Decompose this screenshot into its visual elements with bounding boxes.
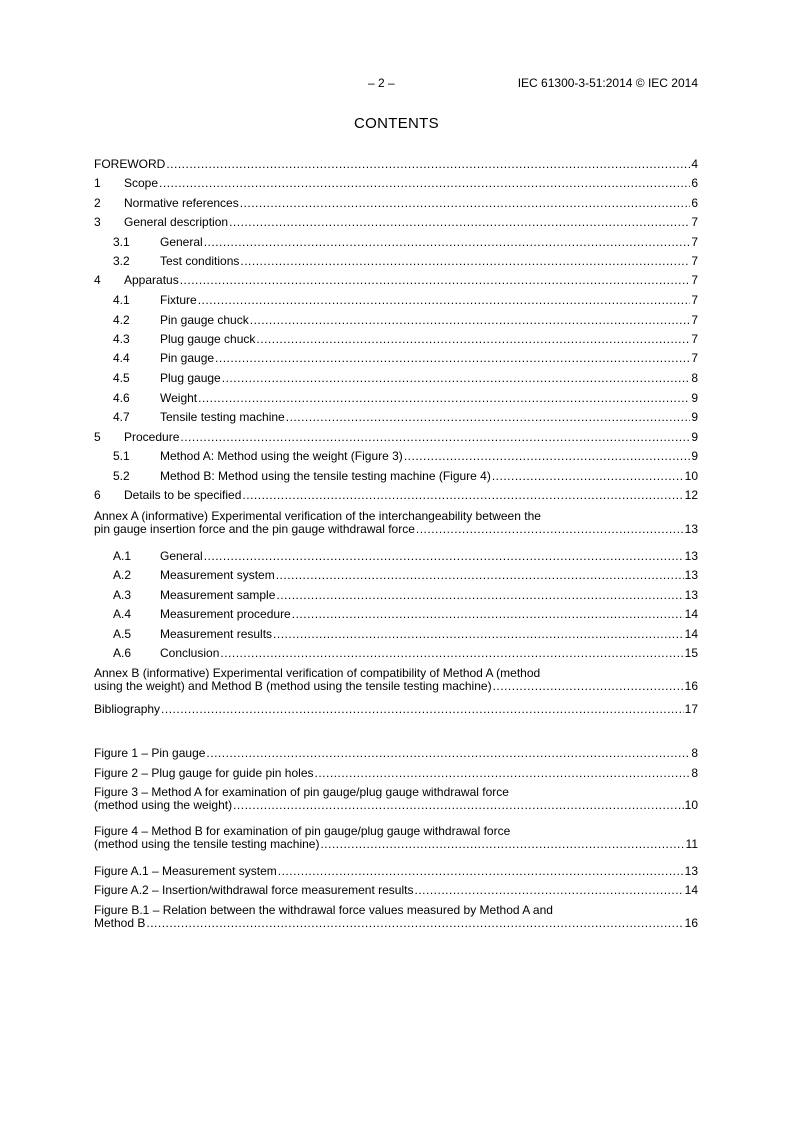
- toc-entry-title-line: Figure 3 – Method A for examination of pin gauge/plug gauge withdrawal force: [94, 785, 509, 799]
- toc-entry-number: 4.4: [113, 351, 130, 365]
- toc-entry[interactable]: [94, 703, 698, 716]
- toc-entry[interactable]: [94, 352, 698, 365]
- toc-entry-number: 1: [94, 176, 101, 190]
- toc-entry-page: 11: [685, 837, 698, 851]
- toc-entry-number: 3.2: [113, 254, 130, 268]
- dot-leader: [292, 608, 684, 621]
- toc-entry[interactable]: [94, 865, 698, 878]
- toc-entry-number: 3: [94, 215, 101, 229]
- toc-entry-label: Method B: Method using the tensile testing machine (Figure 4): [160, 469, 491, 483]
- dot-leader: [278, 865, 684, 878]
- toc-entry[interactable]: [94, 236, 698, 249]
- toc-entry[interactable]: [94, 450, 698, 463]
- toc-entry-number: 2: [94, 196, 101, 210]
- toc-entry[interactable]: [94, 550, 698, 563]
- dot-leader: [198, 392, 690, 405]
- toc-entry[interactable]: [94, 177, 698, 190]
- toc-entry-label: Figure A.1 – Measurement system: [94, 864, 277, 878]
- toc-entry-number: 4.3: [113, 332, 130, 346]
- toc-entry-page: 7: [691, 332, 698, 346]
- dot-leader: [166, 158, 690, 171]
- toc-entry-label: Measurement system: [160, 568, 275, 582]
- toc-entry[interactable]: [94, 392, 698, 405]
- toc-entry-label: Scope: [124, 176, 159, 190]
- toc-entry-page: 13: [684, 588, 698, 602]
- toc-entry[interactable]: [94, 825, 698, 851]
- toc-entry-page: 13: [684, 549, 698, 563]
- toc-entry-page: 9: [691, 410, 698, 424]
- dot-leader: [180, 274, 691, 287]
- toc-entry-number: 4.2: [113, 313, 130, 327]
- toc-entry-number: A.6: [113, 646, 132, 660]
- dot-leader: [204, 236, 691, 249]
- toc-entry[interactable]: [94, 747, 698, 760]
- toc-entry-page: 16: [684, 916, 698, 930]
- page-number: – 2 –: [368, 76, 395, 90]
- dot-leader: [198, 294, 691, 307]
- toc-entry-number: A.2: [113, 568, 132, 582]
- toc-entry-number: 4.1: [113, 293, 130, 307]
- toc-entry-label: Figure 1 – Pin gauge: [94, 746, 206, 760]
- contents-title: CONTENTS: [354, 115, 439, 132]
- toc-entry-page: 6: [691, 196, 698, 210]
- toc-entry-page: 7: [691, 235, 698, 249]
- toc-entry-page: 7: [691, 313, 698, 327]
- dot-leader: [414, 884, 683, 897]
- dot-leader: [146, 917, 683, 930]
- toc-entry[interactable]: [94, 411, 698, 424]
- dot-leader: [206, 747, 690, 760]
- toc-entry[interactable]: [94, 667, 698, 693]
- toc-entry-label: using the weight) and Method B (method using the tensile testing machine): [94, 679, 492, 693]
- toc-entry[interactable]: [94, 647, 698, 660]
- toc-entry-page: 4: [691, 157, 698, 171]
- toc-entry-page: 17: [684, 702, 698, 716]
- toc-entry-page: 13: [684, 864, 698, 878]
- toc-entry[interactable]: [94, 767, 698, 780]
- toc-entry-number: 5.1: [113, 449, 130, 463]
- dot-leader: [240, 197, 691, 210]
- toc-entry[interactable]: [94, 628, 698, 641]
- toc-entry[interactable]: [94, 904, 698, 930]
- toc-entry-label: Measurement sample: [160, 588, 276, 602]
- toc-entry-page: 14: [684, 883, 698, 897]
- toc-entry-label: Bibliography: [94, 702, 161, 716]
- toc-entry-label: Procedure: [124, 430, 180, 444]
- dot-leader: [159, 177, 690, 190]
- toc-entry-number: 4.7: [113, 410, 130, 424]
- toc-entry-title-line: Figure B.1 – Relation between the withdrawal force values measured by Method A and: [94, 903, 553, 917]
- toc-entry-label: Method B: [94, 916, 146, 930]
- dot-leader: [180, 431, 690, 444]
- toc-entry-page: 7: [691, 254, 698, 268]
- dot-leader: [256, 333, 690, 346]
- toc-entry-number: 4: [94, 273, 101, 287]
- toc-entry-page: 8: [691, 746, 698, 760]
- dot-leader: [493, 680, 684, 693]
- toc-entry[interactable]: [94, 274, 698, 287]
- toc-entry[interactable]: [94, 216, 698, 229]
- toc-entry[interactable]: [94, 294, 698, 307]
- toc-entry-page: 7: [691, 273, 698, 287]
- toc-entry-page: 7: [691, 293, 698, 307]
- dot-leader: [315, 767, 691, 780]
- toc-entry-page: 7: [691, 215, 698, 229]
- dot-leader: [286, 411, 691, 424]
- toc-entry-page: 10: [684, 469, 698, 483]
- toc-entry-page: 8: [691, 766, 698, 780]
- toc-entry-label: General description: [124, 215, 229, 229]
- toc-entry-number: 5.2: [113, 469, 130, 483]
- toc-entry-page: 9: [691, 391, 698, 405]
- toc-entry[interactable]: [94, 158, 698, 171]
- dot-leader: [222, 372, 691, 385]
- toc-entry-number: 3.1: [113, 235, 130, 249]
- toc-entry-label: Conclusion: [160, 646, 220, 660]
- toc-entry-page: 9: [691, 449, 698, 463]
- toc-entry[interactable]: [94, 489, 698, 502]
- toc-entry-page: 16: [684, 679, 698, 693]
- toc-entry-label: (method using the weight): [94, 798, 233, 812]
- toc-entry[interactable]: [94, 470, 698, 483]
- toc-entry-page: 6: [691, 176, 698, 190]
- toc-entry-label: General: [160, 549, 203, 563]
- toc-entry[interactable]: [94, 255, 698, 268]
- toc-entry-page: 13: [684, 522, 698, 536]
- toc-entry-number: A.5: [113, 627, 132, 641]
- dot-leader: [220, 647, 683, 660]
- dot-leader: [492, 470, 684, 483]
- toc-entry-label: Pin gauge chuck: [160, 313, 249, 327]
- toc-entry-label: Apparatus: [124, 273, 179, 287]
- toc-entry-page: 9: [691, 430, 698, 444]
- toc-entry-label: Fixture: [160, 293, 197, 307]
- toc-entry[interactable]: [94, 510, 698, 536]
- toc-entry[interactable]: [94, 884, 698, 897]
- toc-entry-label: (method using the tensile testing machine): [94, 837, 320, 851]
- toc-entry[interactable]: [94, 569, 698, 582]
- toc-entry-label: Measurement results: [160, 627, 273, 641]
- toc-entry-label: FOREWORD: [94, 157, 166, 171]
- toc-entry-number: 5: [94, 430, 101, 444]
- toc-entry[interactable]: [94, 333, 698, 346]
- toc-entry-label: Pin gauge: [160, 351, 215, 365]
- toc-entry-title-line: Annex B (informative) Experimental verification of compatibility of Method A (method: [94, 666, 541, 680]
- dot-leader: [161, 703, 684, 716]
- toc-entry-number: 4.5: [113, 371, 130, 385]
- toc-entry-page: 7: [691, 351, 698, 365]
- toc-entry-label: Test conditions: [160, 254, 240, 268]
- toc-entry-label: Measurement procedure: [160, 607, 291, 621]
- toc-entry-label: Weight: [160, 391, 198, 405]
- toc-entry-number: A.1: [113, 549, 132, 563]
- toc-entry-page: 8: [691, 371, 698, 385]
- document-reference: IEC 61300-3-51:2014 © IEC 2014: [517, 76, 698, 90]
- toc-entry-label: Details to be specified: [124, 488, 242, 502]
- toc-entry-label: Plug gauge chuck: [160, 332, 256, 346]
- toc-entry-title-line: Annex A (informative) Experimental verification of the interchangeability between the: [94, 509, 541, 523]
- toc-entry-page: 14: [684, 607, 698, 621]
- dot-leader: [276, 569, 684, 582]
- toc-entry-page: 12: [684, 488, 698, 502]
- toc-entry-label: Normative references: [124, 196, 239, 210]
- toc-entry[interactable]: [94, 431, 698, 444]
- toc-entry-page: 14: [684, 627, 698, 641]
- toc-entry[interactable]: [94, 608, 698, 621]
- dot-leader: [320, 838, 684, 851]
- toc-entry-label: General: [160, 235, 203, 249]
- toc-entry-label: pin gauge insertion force and the pin gauge withdrawal force: [94, 522, 415, 536]
- toc-entry-label: Figure A.2 – Insertion/withdrawal force measurement results: [94, 883, 414, 897]
- dot-leader: [250, 314, 691, 327]
- dot-leader: [242, 489, 683, 502]
- toc-entry-label: Figure 2 – Plug gauge for guide pin holes: [94, 766, 314, 780]
- dot-leader: [215, 352, 690, 365]
- dot-leader: [229, 216, 690, 229]
- dot-leader: [204, 550, 684, 563]
- toc-entry-label: Plug gauge: [160, 371, 221, 385]
- dot-leader: [404, 450, 691, 463]
- toc-entry[interactable]: [94, 786, 698, 812]
- toc-entry[interactable]: [94, 589, 698, 602]
- toc-entry-label: Tensile testing machine: [160, 410, 285, 424]
- toc-entry-number: A.3: [113, 588, 132, 602]
- toc-entry[interactable]: [94, 372, 698, 385]
- toc-entry-label: Method A: Method using the weight (Figure 3): [160, 449, 403, 463]
- toc-entry-number: 4.6: [113, 391, 130, 405]
- toc-entry-page: 15: [684, 646, 698, 660]
- toc-entry-page: 13: [684, 568, 698, 582]
- dot-leader: [233, 799, 684, 812]
- dot-leader: [240, 255, 690, 268]
- toc-entry-title-line: Figure 4 – Method B for examination of pin gauge/plug gauge withdrawal force: [94, 824, 511, 838]
- dot-leader: [273, 628, 684, 641]
- toc-entry-number: 6: [94, 488, 101, 502]
- dot-leader: [276, 589, 683, 602]
- toc-entry[interactable]: [94, 314, 698, 327]
- toc-entry-page: 10: [684, 798, 698, 812]
- dot-leader: [416, 523, 684, 536]
- toc-entry-number: A.4: [113, 607, 132, 621]
- toc-entry[interactable]: [94, 197, 698, 210]
